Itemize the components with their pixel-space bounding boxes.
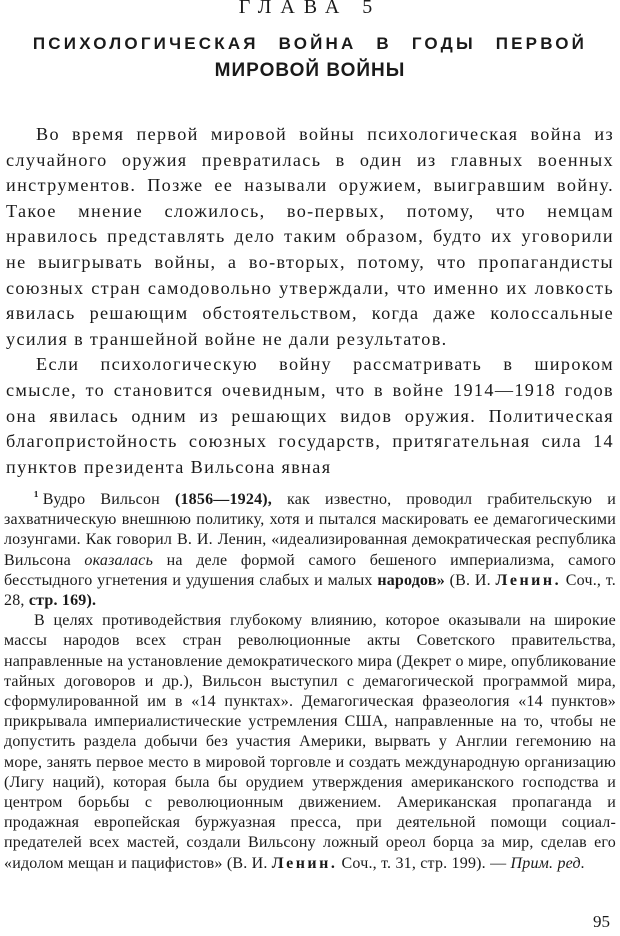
footnote-text: В целях противодействия глубокому влиянию, которое оказывали на широкие массы народов всех стран революционные акты Советского правительства, направленные на установление демократического мира (Декрет о мире, опубликование тайных договоров и др.), Вильсон выступил с демагогической программой мира, сформулированной им в «14 пунктах». Демагогическая фразеология «14 пунктов» прикрывала империалистические устремления США, направленные на то, чтобы не допустить раздела добычи без участия Америки, вырвать у Англии гегемонию на море, занять первое место в мировой торговле и создать международную организацию (Лигу наций), которая была бы орудием утверждения американского господства и центром борьбы с революционным движением. Американская пропаганда и продажная европейская буржуазная пресса, при деятельной помощи социал-предателей всех мастей, создали Вильсону ложный ореол борца за мир, сделав его «идолом мещан и пацифистов» (В. И. [4,612,616,872]
footnote [4,487,616,874]
footnote-paragraph-2 [4,611,616,874]
footnote-years: (1856—1924), [174,491,272,508]
chapter-title-line-2: МИРОВОЙ ВОЙНЫ [214,60,406,81]
footnote-page-ref: стр. 169). [28,592,97,610]
editor-note: Прим. ред. [510,854,586,872]
page-number: 95 [593,912,610,931]
author-name: Ленин. [271,854,338,872]
paragraph-1: Во время первой мировой войны психологическая война из случайного оружия превратилась в один из главных военных инструментов. Позже ее называли оружием, выигравшим войну. Такое мнение сложилось, во-первых, потому, что немцам нравилось представлять дело таким образом, будто их уговорили не выигрывать войны, а во-вторых, потому, что пропагандисты союзных стран самодовольно утверждали, что именно их ловкость явилась решающим обстоятельством, когда даже колоссальные усилия в траншейной войне не дали результатов. [6,124,614,349]
footnote-italic-word: оказалась [84,551,154,569]
footnote-text: Соч., т. 28, [4,571,616,610]
footnote-text: (В. И. [444,571,496,589]
footnote-text: как известно, проводил грабительскую и захватническую внешнюю политику, хотя и пытался маскировать ее демагогическими лозунгами. Как говорил В. И. Ленин, «идеализированная демократическая республика Вильсона [4,491,616,569]
chapter-title-line-1: ПСИХОЛОГИЧЕСКАЯ ВОЙНА В ГОДЫ ПЕРВОЙ [32,34,588,53]
author-name: Ленин. [495,571,562,589]
footnote-marker: ¹ [34,489,39,505]
footnote-paragraph-1 [4,487,616,611]
footnote-bold-word: народов» [377,571,445,589]
paragraph-2: Если психологическую войну рассматривать в широком смысле, то становится очевидным, что в войне 1914—1918 годов она явилась одним из решающих видов оружия. Политическая благопристойность союзных государств, притягательная сила 14 пунктов президента Вильсона явная [6,354,614,477]
footnote-text: Вудро Вильсон [42,491,175,508]
main-text [6,122,614,480]
footnote-text: Соч., т. 31, стр. 199). — [337,854,511,872]
chapter-label: ГЛАВА 5 [238,0,382,18]
footnote-text: на деле формой самого бешеного империализма, самого бесстыдного угнетения и удушения слабых и малых [4,551,616,589]
